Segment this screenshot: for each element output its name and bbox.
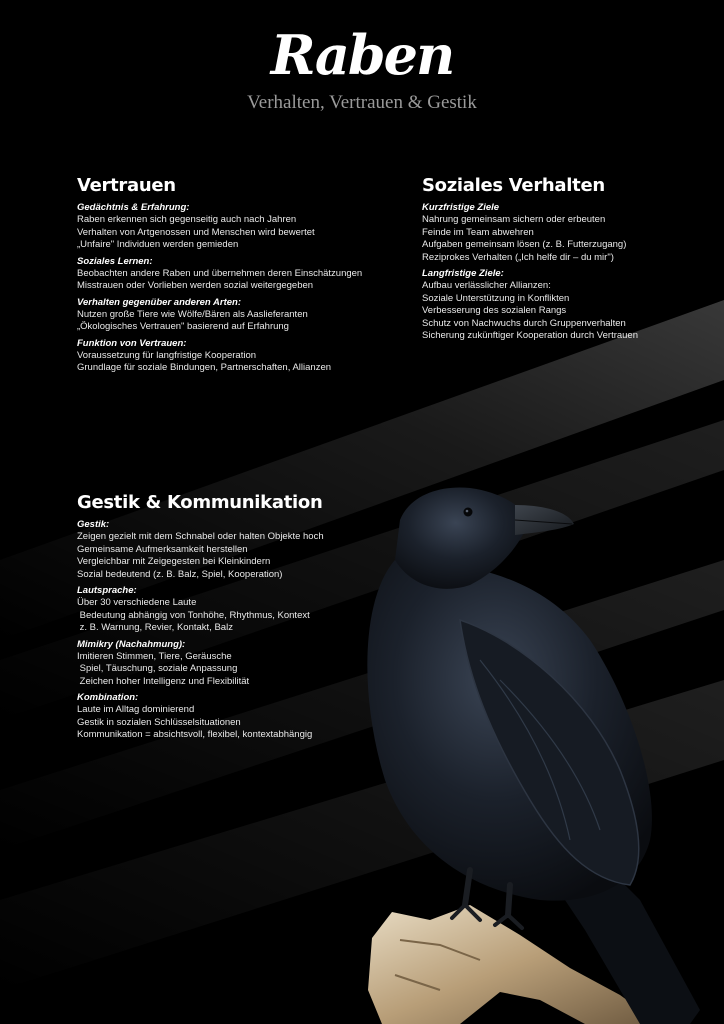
text-line: Verhalten von Artgenossen und Menschen wird bewertet [77,226,315,238]
section-heading: Soziales Verhalten [422,175,605,196]
group-title: Mimikry (Nachahmung): [77,638,186,650]
text-line: Misstrauen oder Vorlieben werden sozial weitergegeben [77,280,314,291]
text-line: „Unfaire" Individuen werden gemieden [77,239,239,250]
section-heading: Vertrauen [77,175,176,196]
text-line: z. B. Warnung, Revier, Kontakt, Balz [77,622,233,633]
text-line: Beobachten andere Raben und übernehmen deren Einschätzungen [77,267,363,279]
text-line: Aufbau verlässlicher Allianzen: [422,280,551,291]
text-line: Grundlage für soziale Bindungen, Partnerschaften, Allianzen [77,362,332,373]
text-line: Gestik in sozialen Schlüsselsituationen [77,716,241,728]
text-line: Laute im Alltag dominierend [77,704,195,715]
text-line: Spiel, Täuschung, soziale Anpassung [77,663,238,674]
group-title: Langfristige Ziele: [422,268,504,279]
group-title: Gestik: [77,519,110,530]
text-line: Sozial bedeutend (z. B. Balz, Spiel, Kooperation) [77,568,283,580]
text-line: Zeichen hoher Intelligenz und Flexibilität [77,675,250,687]
text-line: „Ökologisches Vertrauen" basierend auf Erfahrung [77,321,289,332]
text-line: Reziprokes Verhalten („Ich helfe dir – du mir") [422,251,614,263]
text-line: Über 30 verschiedene Laute [77,597,197,608]
text-line: Feinde im Team abwehren [422,226,534,238]
group-title: Gedächtnis & Erfahrung: [77,202,190,213]
text-line: Sicherung zukünftiger Kooperation durch Vertrauen [422,330,638,341]
text-line: Voraussetzung für langfristige Kooperation [77,349,257,361]
group-title: Funktion von Vertrauen: [77,337,187,349]
text-line: Raben erkennen sich gegenseitig auch nach Jahren [77,214,297,225]
text-line: Schutz von Nachwuchs durch Gruppenverhalten [422,317,626,329]
text-line: Bedeutung abhängig von Tonhöhe, Rhythmus, Kontext [77,609,310,621]
section-heading: Gestik & Kommunikation [77,492,323,513]
text-line: Aufgaben gemeinsam lösen (z. B. Futterzugang) [422,239,627,250]
group-title: Soziales Lernen: [77,255,153,267]
group-title: Lautsprache: [77,585,137,596]
text-line: Nutzen große Tiere wie Wölfe/Bären als Aaslieferanten [77,308,308,320]
group-title: Kurzfristige Ziele [422,202,500,213]
text-line: Kommunikation = absichtsvoll, flexibel, kontextabhängig [77,729,313,740]
group-title: Kombination: [77,692,139,703]
text-line: Nahrung gemeinsam sichern oder erbeuten [422,214,606,225]
poster-subtitle: Verhalten, Vertrauen & Gestik [247,92,477,113]
text-line: Verbesserung des sozialen Rangs [422,305,567,316]
text-line: Zeigen gezielt mit dem Schnabel oder halten Objekte hoch [77,531,324,542]
group-title: Verhalten gegenüber anderen Arten: [77,296,241,308]
text-line: Imitieren Stimmen, Tiere, Geräusche [77,650,232,662]
text-line: Vergleichbar mit Zeigegesten bei Kleinkindern [77,556,271,567]
poster-title: Raben [270,23,454,87]
text-line: Soziale Unterstützung in Konflikten [422,292,570,304]
text-line: Gemeinsame Aufmerksamkeit herstellen [77,543,248,555]
